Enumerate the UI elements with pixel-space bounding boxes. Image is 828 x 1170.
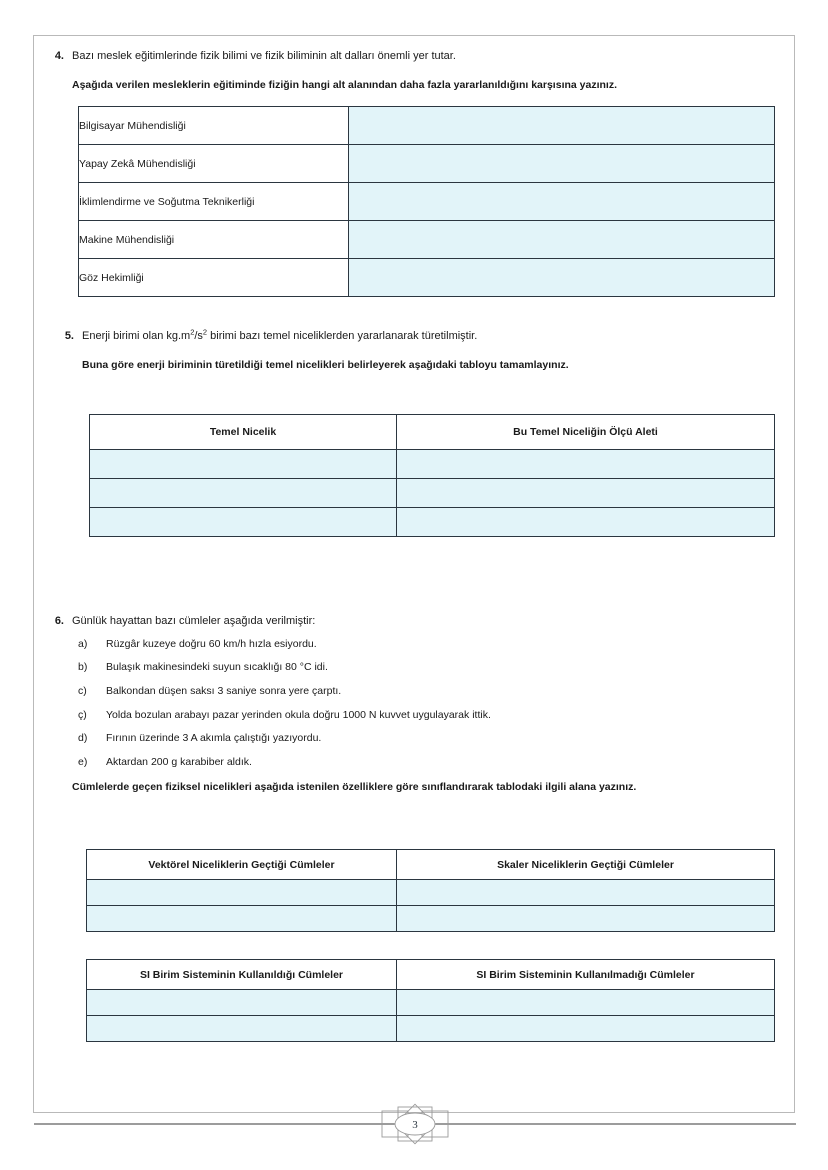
question-6-instruction: Cümlelerde geçen fiziksel nicelikleri aşağıda istenilen özelliklere göre sınıflandırarak tablodaki ilgili alana yazınız. — [72, 780, 637, 793]
profession-answer-cell[interactable] — [349, 259, 775, 297]
profession-label: Bilgisayar Mühendisliği — [79, 107, 349, 145]
worksheet-page — [33, 35, 795, 1131]
question-5-instruction-row — [56, 358, 784, 372]
page-number-ornament-icon — [34, 1098, 796, 1150]
scalar-answer-cell[interactable] — [397, 906, 775, 932]
question-5-exponent-s: 2 — [202, 327, 208, 337]
page-footer — [34, 1098, 796, 1150]
table-row — [90, 450, 775, 479]
vector-scalar-table — [86, 849, 775, 932]
question-4-block — [46, 49, 784, 92]
table-row — [87, 1016, 775, 1042]
list-item-text: Fırının üzerinde 3 A akımla çalıştığı yazıyordu. — [106, 732, 322, 745]
quantity-name-cell[interactable] — [90, 450, 397, 479]
vector-scalar-header-cell: Skaler Niceliklerin Geçtiği Cümleler — [397, 850, 775, 880]
table-row — [79, 221, 775, 259]
list-item-text: Rüzgâr kuzeye doğru 60 km/h hızla esiyordu. — [106, 637, 317, 650]
list-item-letter: e) — [78, 756, 88, 769]
question-5-exponent-m: 2 — [190, 327, 195, 337]
table-header-row — [87, 960, 775, 990]
profession-answer-cell[interactable] — [349, 221, 775, 259]
profession-answer-cell[interactable] — [349, 145, 775, 183]
list-item — [78, 661, 784, 675]
profession-answer-cell[interactable] — [349, 107, 775, 145]
profession-label: Makine Mühendisliği — [79, 221, 349, 259]
table-row — [90, 508, 775, 537]
quantity-instrument-cell[interactable] — [397, 508, 775, 537]
quantity-name-cell[interactable] — [90, 479, 397, 508]
table-row — [79, 107, 775, 145]
list-item-text: Aktardan 200 g karabiber aldık. — [106, 756, 252, 769]
profession-label: Yapay Zekâ Mühendisliği — [79, 145, 349, 183]
table-row — [90, 479, 775, 508]
question-4-instruction-row — [46, 78, 784, 92]
question-6-number: 6. — [54, 615, 64, 627]
profession-label: İklimlendirme ve Soğutma Teknikerliği — [79, 183, 349, 221]
si-used-answer-cell[interactable] — [87, 1016, 397, 1042]
list-item-text: Bulaşık makinesindeki suyun sıcaklığı 80 °C idi. — [106, 661, 328, 674]
vector-scalar-header-cell: Vektörel Niceliklerin Geçtiği Cümleler — [87, 850, 397, 880]
list-item-letter: c) — [78, 685, 87, 698]
si-units-header-cell: SI Birim Sisteminin Kullanıldığı Cümleler — [87, 960, 397, 990]
table-row — [79, 145, 775, 183]
table-row — [79, 259, 775, 297]
table-row — [79, 183, 775, 221]
list-item-text: Yolda bozulan arabayı pazar yerinden okula doğru 1000 N kuvvet uygulayarak ittik. — [106, 708, 491, 721]
list-item — [78, 709, 784, 723]
vector-answer-cell[interactable] — [87, 880, 397, 906]
profession-label: Göz Hekimliği — [79, 259, 349, 297]
table-row — [87, 990, 775, 1016]
vector-answer-cell[interactable] — [87, 906, 397, 932]
question-5-number: 5. — [64, 330, 74, 342]
question-4-number: 4. — [54, 50, 64, 62]
table-row — [87, 906, 775, 932]
quantities-table — [89, 414, 775, 537]
list-item — [78, 756, 784, 770]
question-6-prompt: Günlük hayattan bazı cümleler aşağıda verilmiştir: — [72, 615, 316, 627]
professions-table — [78, 106, 775, 297]
si-used-answer-cell[interactable] — [87, 990, 397, 1016]
list-item-letter: d) — [78, 732, 88, 745]
table-row — [87, 880, 775, 906]
question-6-instruction-row — [46, 780, 784, 794]
question-4-prompt: Bazı meslek eğitimlerinde fizik bilimi ve fizik biliminin alt dalları önemli yer tutar. — [72, 50, 456, 62]
question-4-instruction: Aşağıda verilen mesleklerin eğitiminde fiziğin hangi alt alanından daha fazla yararlanıldığını karşısına yazınız. — [72, 78, 618, 91]
question-6-item-list — [46, 638, 784, 770]
list-item — [78, 732, 784, 746]
si-unused-answer-cell[interactable] — [397, 1016, 775, 1042]
quantity-instrument-cell[interactable] — [397, 450, 775, 479]
quantities-header-cell: Temel Nicelik — [90, 415, 397, 450]
table-header-row — [87, 850, 775, 880]
question-5-instruction: Buna göre enerji biriminin türetildiği temel nicelikleri belirleyerek aşağıdaki tabloyu tamamlayınız. — [82, 358, 569, 371]
question-4-prompt-row — [46, 49, 784, 64]
question-5-prompt-pre: Enerji birimi olan kg.m — [82, 330, 191, 342]
list-item-letter: ç) — [78, 708, 87, 721]
profession-answer-cell[interactable] — [349, 183, 775, 221]
si-units-header-cell: SI Birim Sisteminin Kullanılmadığı Cümleler — [397, 960, 775, 990]
page-number: 3 — [412, 1119, 418, 1131]
question-6-prompt-row — [46, 614, 784, 629]
quantity-instrument-cell[interactable] — [397, 479, 775, 508]
quantity-name-cell[interactable] — [90, 508, 397, 537]
quantities-header-cell: Bu Temel Niceliğin Ölçü Aleti — [397, 415, 775, 450]
question-5-prompt — [82, 329, 784, 344]
question-6-block — [46, 614, 784, 794]
question-5-prompt-post: birimi bazı temel niceliklerden yararlanarak türetilmiştir. — [207, 330, 478, 342]
question-5-block — [56, 329, 784, 372]
question-5-prompt-mid: /s — [194, 330, 203, 342]
table-header-row — [90, 415, 775, 450]
list-item-letter: a) — [78, 637, 88, 650]
list-item — [78, 685, 784, 699]
question-5-prompt-row — [56, 329, 784, 344]
scalar-answer-cell[interactable] — [397, 880, 775, 906]
si-unused-answer-cell[interactable] — [397, 990, 775, 1016]
list-item-letter: b) — [78, 661, 88, 674]
si-units-table — [86, 959, 775, 1042]
list-item-text: Balkondan düşen saksı 3 saniye sonra yere çarptı. — [106, 685, 342, 698]
list-item — [78, 638, 784, 652]
